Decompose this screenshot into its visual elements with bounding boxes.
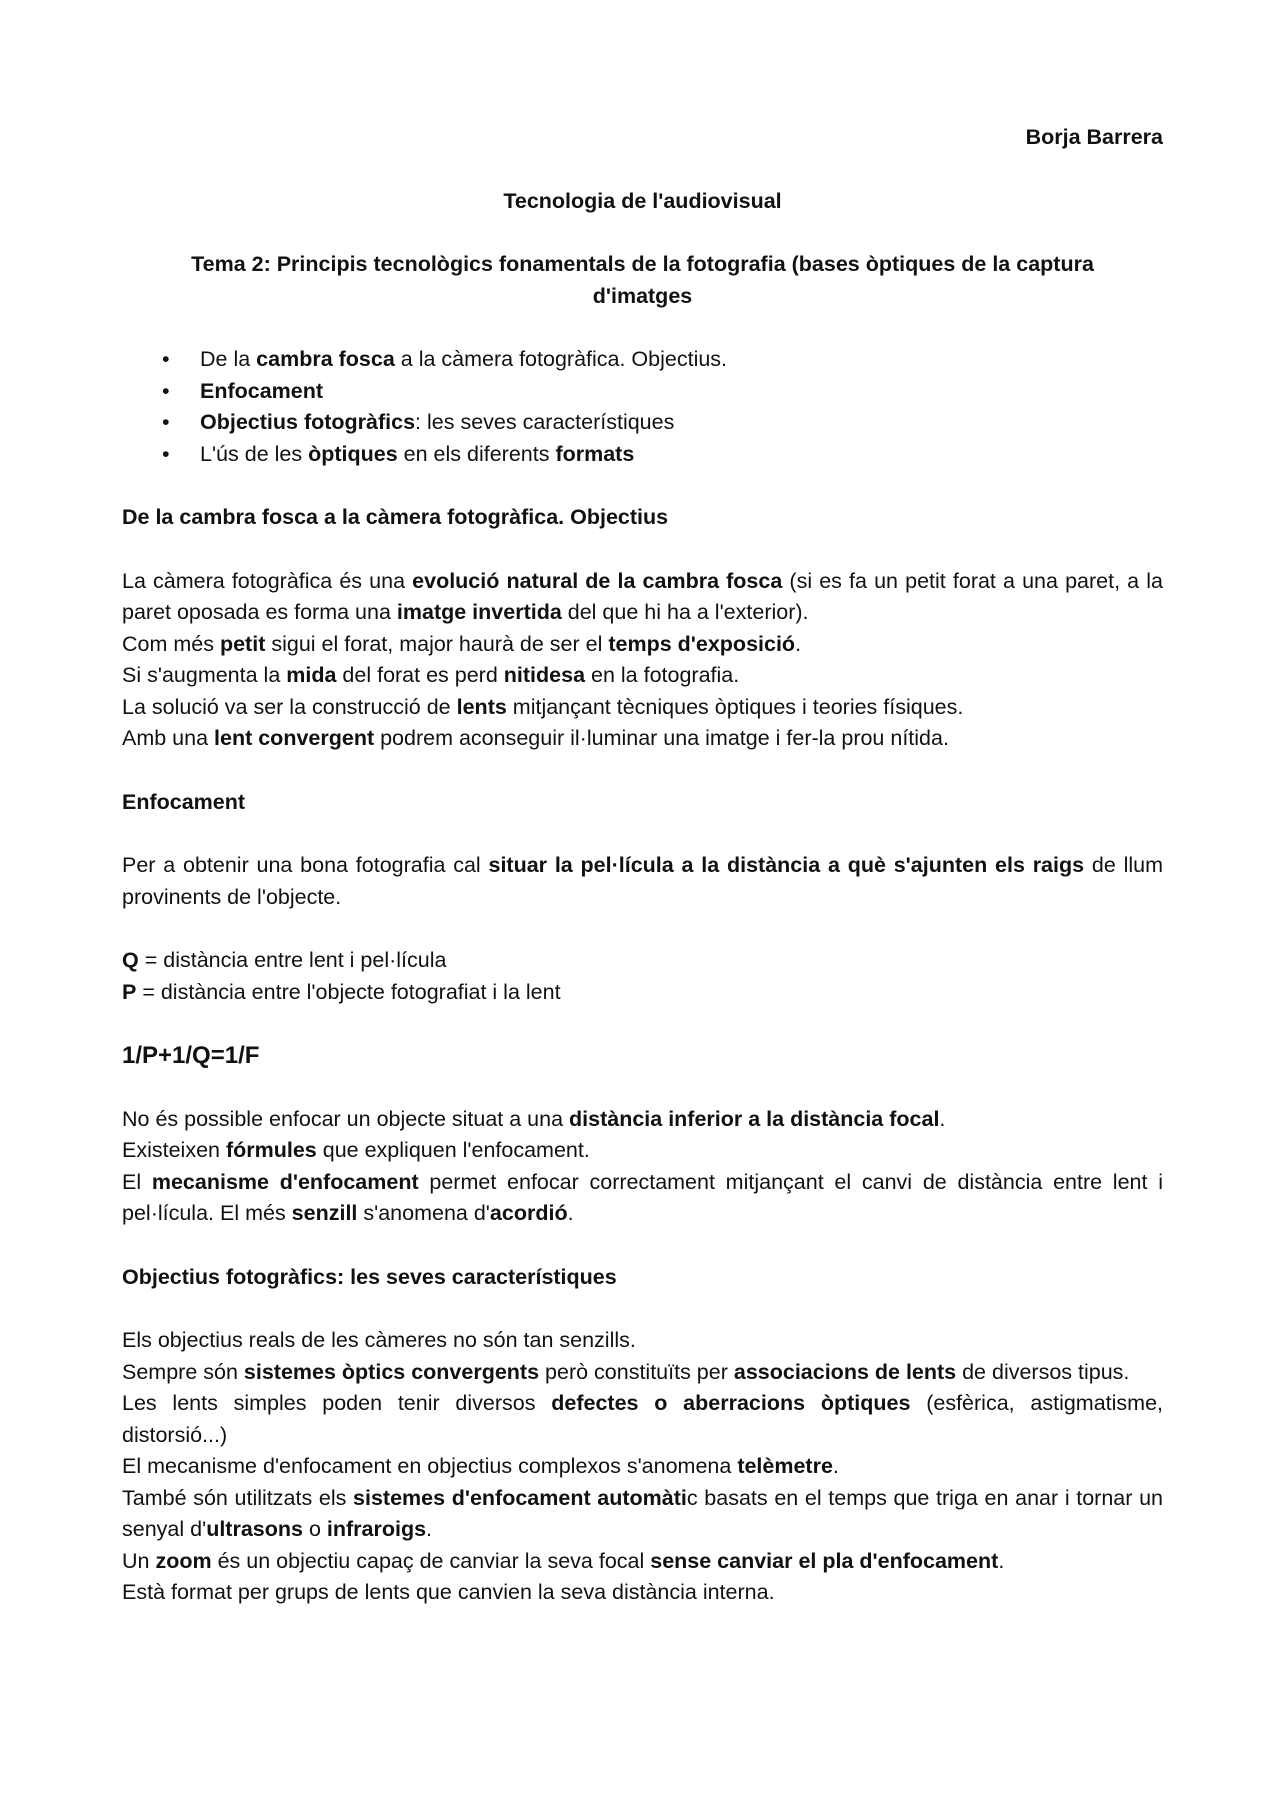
- section-paragraph-focus: [122, 1104, 1163, 1230]
- bullet-icon: •: [162, 410, 170, 434]
- list-item: • L'ús de les òptiques en els diferents formats: [122, 439, 1163, 471]
- definition-q: Q = distància entre lent i pel·lícula: [122, 948, 447, 972]
- definitions-block: [122, 945, 1163, 1008]
- course-title: Tecnologia de l'audiovisual: [503, 188, 782, 213]
- text-line: Sempre són sistemes òptics convergents però constituïts per associacions de lents de diversos tipus.: [122, 1359, 1130, 1384]
- topic-title: Tema 2: Principis tecnològics fonamentals de la fotografia (bases òptiques de la captura d'imatges: [191, 252, 1094, 308]
- list-item: • Objectius fotogràfics: les seves característiques: [122, 407, 1163, 439]
- definition-p: P = distància entre l'objecte fotografiat i la lent: [122, 979, 561, 1004]
- text-line: No és possible enfocar un objecte situat a una distància inferior a la distància focal.: [122, 1106, 946, 1131]
- bullet-icon: •: [162, 441, 170, 466]
- text-line: Està format per grups de lents que canvien la seva distància interna.: [122, 1580, 775, 1604]
- text-line: Existeixen fórmules que expliquen l'enfocament.: [122, 1138, 590, 1162]
- section-heading-focus: Enfocament: [122, 789, 246, 814]
- text-line: Un zoom és un objectiu capaç de canviar la seva focal sense canviar el pla d'enfocament.: [122, 1548, 1005, 1573]
- bullet-icon: •: [162, 378, 170, 403]
- text-line: Com més petit sigui el forat, major haurà de ser el temps d'exposició.: [122, 631, 802, 656]
- list-item: • Enfocament: [122, 376, 1163, 408]
- topic-outline: [122, 344, 1163, 470]
- lens-formula: 1/P+1/Q=1/F: [122, 1042, 260, 1069]
- list-item: • De la cambra fosca a la càmera fotogràfica. Objectius.: [122, 344, 1163, 376]
- text-line: La solució va ser la construcció de lents mitjançant tècniques òptiques i teories físiques.: [122, 694, 964, 719]
- text-line: La càmera fotogràfica és una evolució natural de la cambra fosca (si es fa un petit forat a una paret, a la paret oposada es forma una imatge invertida del que hi ha a l'exterior).: [122, 568, 1163, 624]
- section-heading-camera: De la cambra fosca a la càmera fotogràfica. Objectius: [122, 505, 669, 529]
- text-line: També són utilitzats els sistemes d'enfocament automàtic basats en el temps que triga en anar i tornar un senyal d'ultrasons o infraroigs.: [122, 1485, 1164, 1541]
- text-line: Els objectius reals de les càmeres no són tan senzills.: [122, 1328, 636, 1352]
- text-line: Si s'augmenta la mida del forat es perd nitidesa en la fotografia.: [122, 663, 740, 687]
- section-paragraph-camera: [122, 566, 1163, 755]
- bullet-icon: •: [162, 347, 170, 371]
- author-name: Borja Barrera: [1025, 125, 1163, 149]
- text-line: El mecanisme d'enfocament permet enfocar correctament mitjançant el canvi de distància entre lent i pel·lícula. El més senzill s'anomena d'acordió.: [122, 1169, 1163, 1225]
- text-line: Amb una lent convergent podrem aconseguir il·luminar una imatge i fer-la prou nítida.: [122, 726, 949, 750]
- text-line: Per a obtenir una bona fotografia cal situar la pel·lícula a la distància a què s'ajunten els raigs de llum provinents de l'objecte.: [122, 853, 1163, 909]
- text-line: Les lents simples poden tenir diversos defectes o aberracions òptiques (esfèrica, astigmatisme, distorsió...): [122, 1391, 1164, 1447]
- text-line: El mecanisme d'enfocament en objectius complexos s'anomena telèmetre.: [122, 1454, 839, 1478]
- section-heading-lenses: Objectius fotogràfics: les seves característiques: [122, 1264, 617, 1289]
- section-paragraph-focus-intro: [122, 850, 1163, 913]
- section-paragraph-lenses: [122, 1325, 1163, 1609]
